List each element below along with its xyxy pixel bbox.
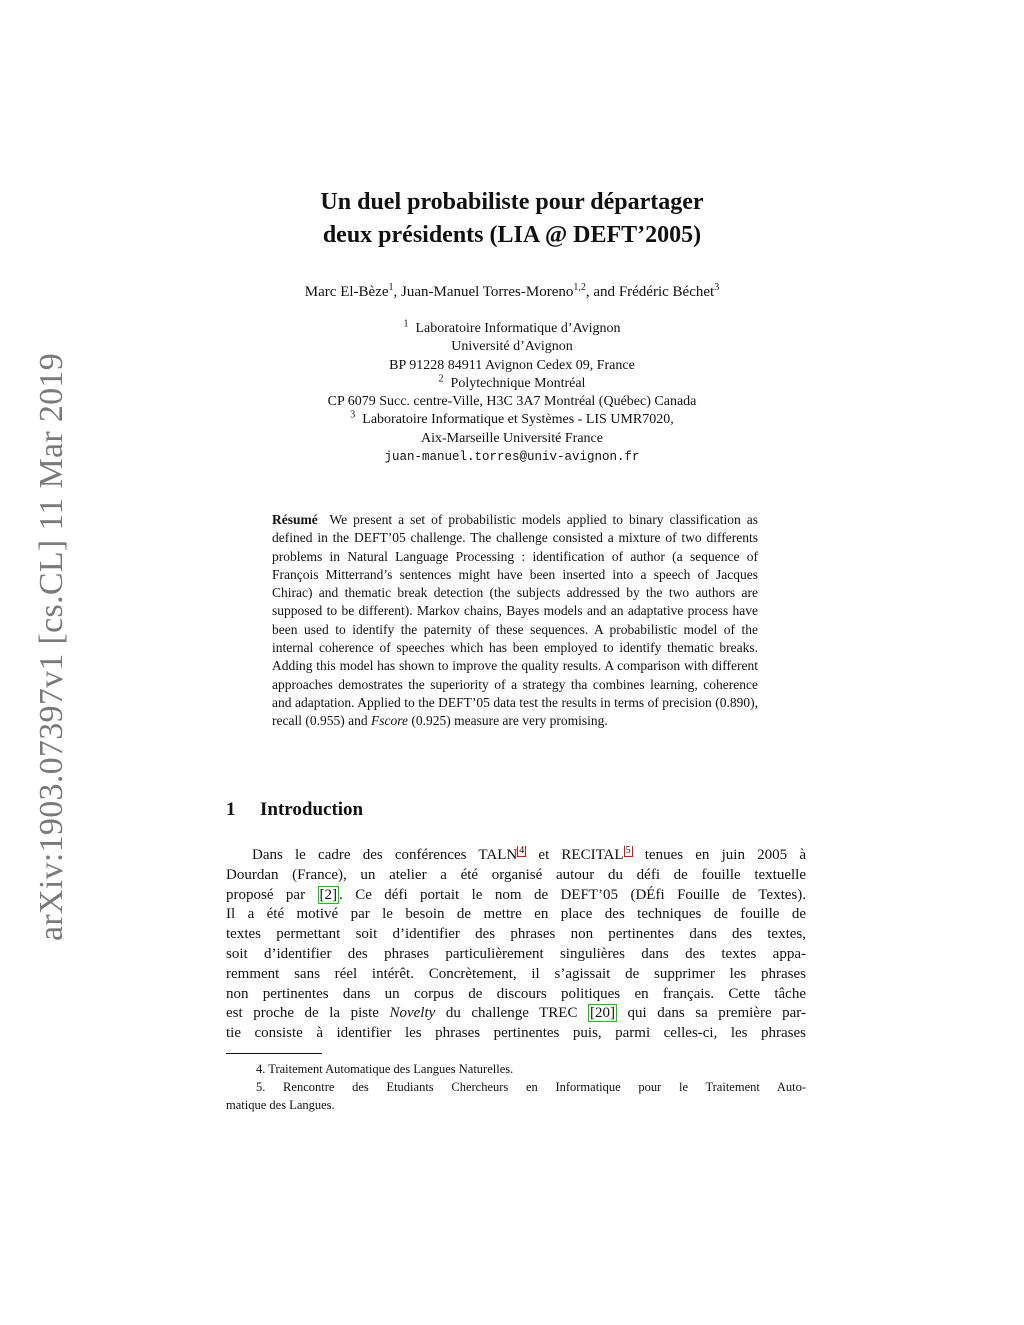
text-run: proposé par — [226, 886, 318, 903]
author-affil-mark: 1,2 — [573, 282, 586, 293]
author-separator: , and — [585, 284, 619, 300]
text-line — [226, 846, 806, 866]
paper-title — [212, 186, 812, 252]
arxiv-identifier[interactable]: arXiv:1903.07397v1 [cs.CL] 11 Mar 2019 — [33, 352, 70, 942]
text-line — [226, 886, 806, 906]
section-heading — [226, 799, 363, 821]
affil-text: Laboratoire Informatique d’Avignon — [415, 321, 621, 336]
citation-link[interactable]: [2] — [319, 886, 338, 903]
text-run: et RECITAL — [526, 847, 624, 863]
abstract-fscore: Fscore — [370, 713, 408, 729]
footnote-5-line-1: 5. Rencontre des Etudiants Chercheurs en Informatique pour le Traitement Auto- — [256, 1080, 806, 1094]
affiliation-line — [212, 375, 812, 393]
affiliation-line — [212, 411, 812, 429]
abstract-label: Résumé — [272, 512, 318, 527]
author-list — [212, 284, 812, 301]
text-run: Dans le cadre des conférences TALN — [252, 847, 518, 863]
text-line: soit d’identifier des phrases particulièrement singulières dans des textes appa- — [226, 945, 806, 962]
text-run: du challenge TREC — [435, 1005, 588, 1022]
footnote-rule — [226, 1053, 322, 1054]
section-title: Introduction — [260, 799, 364, 820]
affil-text: Polytechnique Montréal — [450, 375, 586, 391]
footnote-link-5[interactable]: 5 — [625, 846, 631, 856]
abstract — [272, 511, 758, 731]
intro-paragraph — [226, 846, 806, 1044]
affiliation-line: Aix-Marseille Université France — [421, 430, 603, 446]
footnote-4: 4. Traitement Automatique des Langues Naturelles. — [256, 1062, 514, 1076]
affiliations — [212, 320, 812, 466]
text-run: tenues en juin 2005 à — [632, 847, 806, 863]
affiliation-line: CP 6079 Succ. centre-Ville, H3C 3A7 Montréal (Québec) Canada — [327, 394, 697, 410]
footnotes — [226, 1060, 806, 1114]
section-number: 1 — [226, 799, 236, 820]
citation-link[interactable]: [20] — [590, 1005, 615, 1022]
text-line: Il a été motivé par le besoin de mettre en place des techniques de fouille de — [226, 906, 806, 923]
text-line: non pertinentes dans un corpus de discours politiques en français. Cette tâche — [226, 985, 806, 1002]
text-line: remment sans réel intérêt. Concrètement, il s’agissait de supprimer les phrases — [226, 965, 806, 982]
footnote-5-line-2: matique des Langues. — [226, 1098, 335, 1112]
text-line: textes permettant soit d’identifier des phrases non pertinentes dans des textes, — [226, 926, 806, 943]
affil-mark: 3 — [350, 409, 356, 421]
text-run: . Ce défi portait le nom de DEFT’05 (DÉfi Fouille de Textes). — [339, 886, 806, 903]
author-separator: , — [393, 284, 401, 300]
text-line — [226, 1004, 806, 1024]
affiliation-line: Université d’Avignon — [451, 339, 573, 355]
text-line: tie consiste à identifier les phrases pertinentes puis, parmi celles-ci, les phrases — [226, 1025, 806, 1042]
footnote-link-4[interactable]: 4 — [519, 846, 525, 856]
affil-text: Laboratoire Informatique et Systèmes - LIS UMR7020, — [362, 412, 674, 428]
author-affil-mark: 3 — [714, 282, 720, 293]
title-line-2: deux présidents (LIA @ DEFT’2005) — [322, 222, 702, 248]
abstract-text-end: (0.925) measure are very promising. — [411, 713, 608, 729]
contact-email[interactable]: juan-manuel.torres@univ-avignon.fr — [384, 450, 640, 465]
author-name: Juan-Manuel Torres-Moreno — [401, 284, 574, 300]
text-run: est proche de la piste — [226, 1005, 390, 1022]
abstract-text: We present a set of probabilistic models applied to binary classification as defined in the DEFT’05 challenge. The challenge consisted a mixture of two differents problems in Natural Language Processing : identification of author (a sequence of François Mitterrand’s sentences might have been inserted into a speech of Jacques Chirac) and thematic break detection (the subjects addressed by the two authors are supposed to be different). Markov chains, Bayes models and an adaptative process have been used to identify the paternity of these sequences. A probabilistic model of the internal coherence of speeches which has been employed to identify thematic breaks. Adding this model has shown to improve the quality results. A comparison with different approaches demostrates the superiority of a strategy tha combines learning, coherence and adaptation. Applied to the DEFT’05 data test the results in terms of precision (0.890), recall (0.955) and — [272, 512, 758, 729]
author-name: Marc El-Bèze — [304, 284, 389, 300]
title-line-1: Un duel probabiliste pour départager — [320, 189, 704, 215]
text-line: Dourdan (France), un atelier a été organisé autour du défi de fouille textuelle — [226, 866, 806, 883]
affiliation-line — [212, 320, 812, 338]
text-run-italic: Novelty — [389, 1005, 436, 1022]
affil-mark: 2 — [438, 373, 444, 385]
text-run: qui dans sa première par- — [617, 1005, 806, 1022]
author-affil-mark: 1 — [388, 282, 394, 293]
author-name: Frédéric Béchet — [618, 284, 715, 300]
affiliation-line: BP 91228 84911 Avignon Cedex 09, France — [389, 357, 635, 373]
affil-mark: 1 — [403, 318, 409, 330]
